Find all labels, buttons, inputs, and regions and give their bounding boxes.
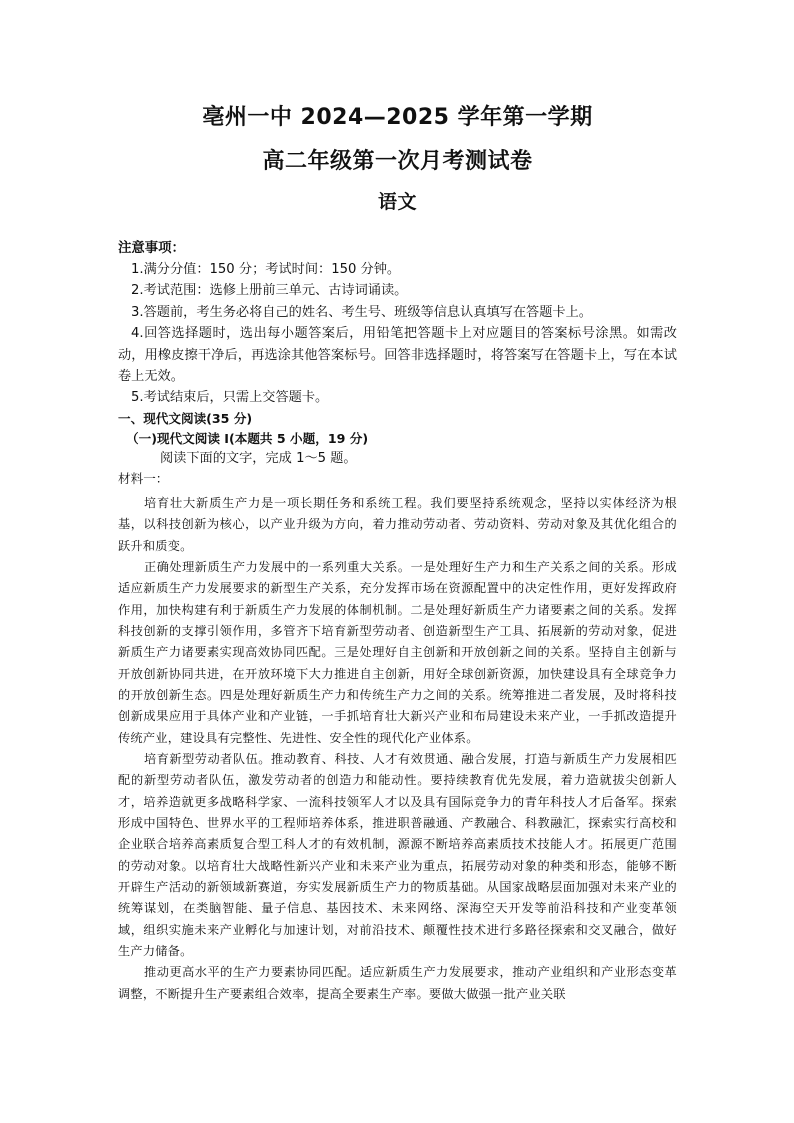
- notes-title: 注意事项：: [118, 241, 185, 256]
- material-paragraph-3: 培育新型劳动者队伍。推动教育、科技、人才有效贯通、融合发展，打造与新质生产力发展相匹配的新型劳动者队伍，激发劳动者的创造力和能动性。要持续教育优先发展，着力造就拔尖创新人才，培养造就更多战略科学家、一流科技领军人才以及具有国际竞争力的青年科技人才后备军。探索形成中国特色、世界水平的工程师培养体系，推进职普融通、产教融合、科教融汇，探索实行高校和企业联合培养高素质复合型工科人才的有效机制，源源不断培养高素质技术技能人才。拓展更广范围的劳动对象。以培育壮大战略性新兴产业和未来产业为重点，拓展劳动对象的种类和形态，能够不断开辟生产活动的新领域新赛道，夯实发展新质生产力的物质基础。从国家战略层面加强对未来产业的统筹谋划，在类脑智能、量子信息、基因技术、未来网络、深海空天开发等前沿科技和产业变革领域，组织实施未来产业孵化与加速计划，对前沿技术、颠覆性技术进行多路径探索和交叉融合，做好生产力储备。: [118, 751, 677, 959]
- exam-title-school: 亳州一中 2024—2025 学年第一学期: [202, 105, 593, 130]
- exam-title-grade: 高二年级第一次月考测试卷: [262, 149, 533, 174]
- material-label: 材料一：: [118, 470, 169, 486]
- note-item-1: 1.满分分值：150 分；考试时间：150 分钟。: [131, 262, 401, 277]
- material-paragraph-2: 正确处理新质生产力发展中的一系列重大关系。一是处理好生产力和生产关系之间的关系。形成适应新质生产力发展要求的新型生产关系，充分发挥市场在资源配置中的决定性作用，更好发挥政府作用，加快构建有利于新质生产力发展的体制机制。二是处理好新质生产力诸要素之间的关系。发挥科技创新的支撑引领作用，多管齐下培育新型劳动者、创造新型生产工具、拓展新的劳动对象，促进新质生产力诸要素实现高效协同匹配。三是处理好自主创新和开放创新之间的关系。坚持自主创新与开放创新协同共进，在开放环境下大力推进自主创新，用好全球创新资源，加快建设具有全球竞争力的开放创新生态。四是处理好新质生产力和传统生产力之间的关系。统筹推进二者发展，及时将科技创新成果应用于具体产业和产业链，一手抓培育壮大新兴产业和布局建设未来产业，一手抓改造提升传统产业，建设具有完整性、先进性、安全性的现代化产业体系。: [118, 559, 677, 745]
- reading-instruction: 阅读下面的文字，完成 1～5 题。: [160, 450, 357, 466]
- note-item-4: 4.回答选择题时，选出每小题答案后，用铅笔把答题卡上对应题目的答案标号涂黑。如需改动，用橡皮擦干净后，再选涂其他答案标号。回答非选择题时，将答案写在答题卡上，写在本试卷上无效。: [118, 326, 677, 385]
- material-paragraph-1: 培育壮大新质生产力是一项长期任务和系统工程。我们要坚持系统观念，坚持以实体经济为根基，以科技创新为核心，以产业升级为方向，着力推动劳动者、劳动资料、劳动对象及其优化组合的跃升和质变。: [118, 495, 677, 553]
- section-heading: 一、现代文阅读(35 分): [118, 410, 253, 426]
- exam-subject: 语文: [377, 191, 417, 213]
- note-item-3: 3.答题前，考生务必将自己的姓名、考生号、班级等信息认真填写在答题卡上。: [131, 304, 592, 320]
- material-paragraph-4: 推动更高水平的生产力要素协同匹配。适应新质生产力发展要求，推动产业组织和产业形态变革调整，不断提升生产要素组合效率，提高全要素生产率。要做大做强一批产业关联: [118, 965, 677, 1001]
- section-subheading: （一)现代文阅读 I(本题共 5 小题，19 分): [126, 430, 369, 446]
- note-item-5: 5.考试结束后，只需上交答题卡。: [131, 390, 329, 406]
- material-text: [118, 493, 677, 1005]
- notes-block: [118, 238, 677, 489]
- note-item-2: 2.考试范围：选修上册前三单元、古诗词诵读。: [131, 283, 408, 299]
